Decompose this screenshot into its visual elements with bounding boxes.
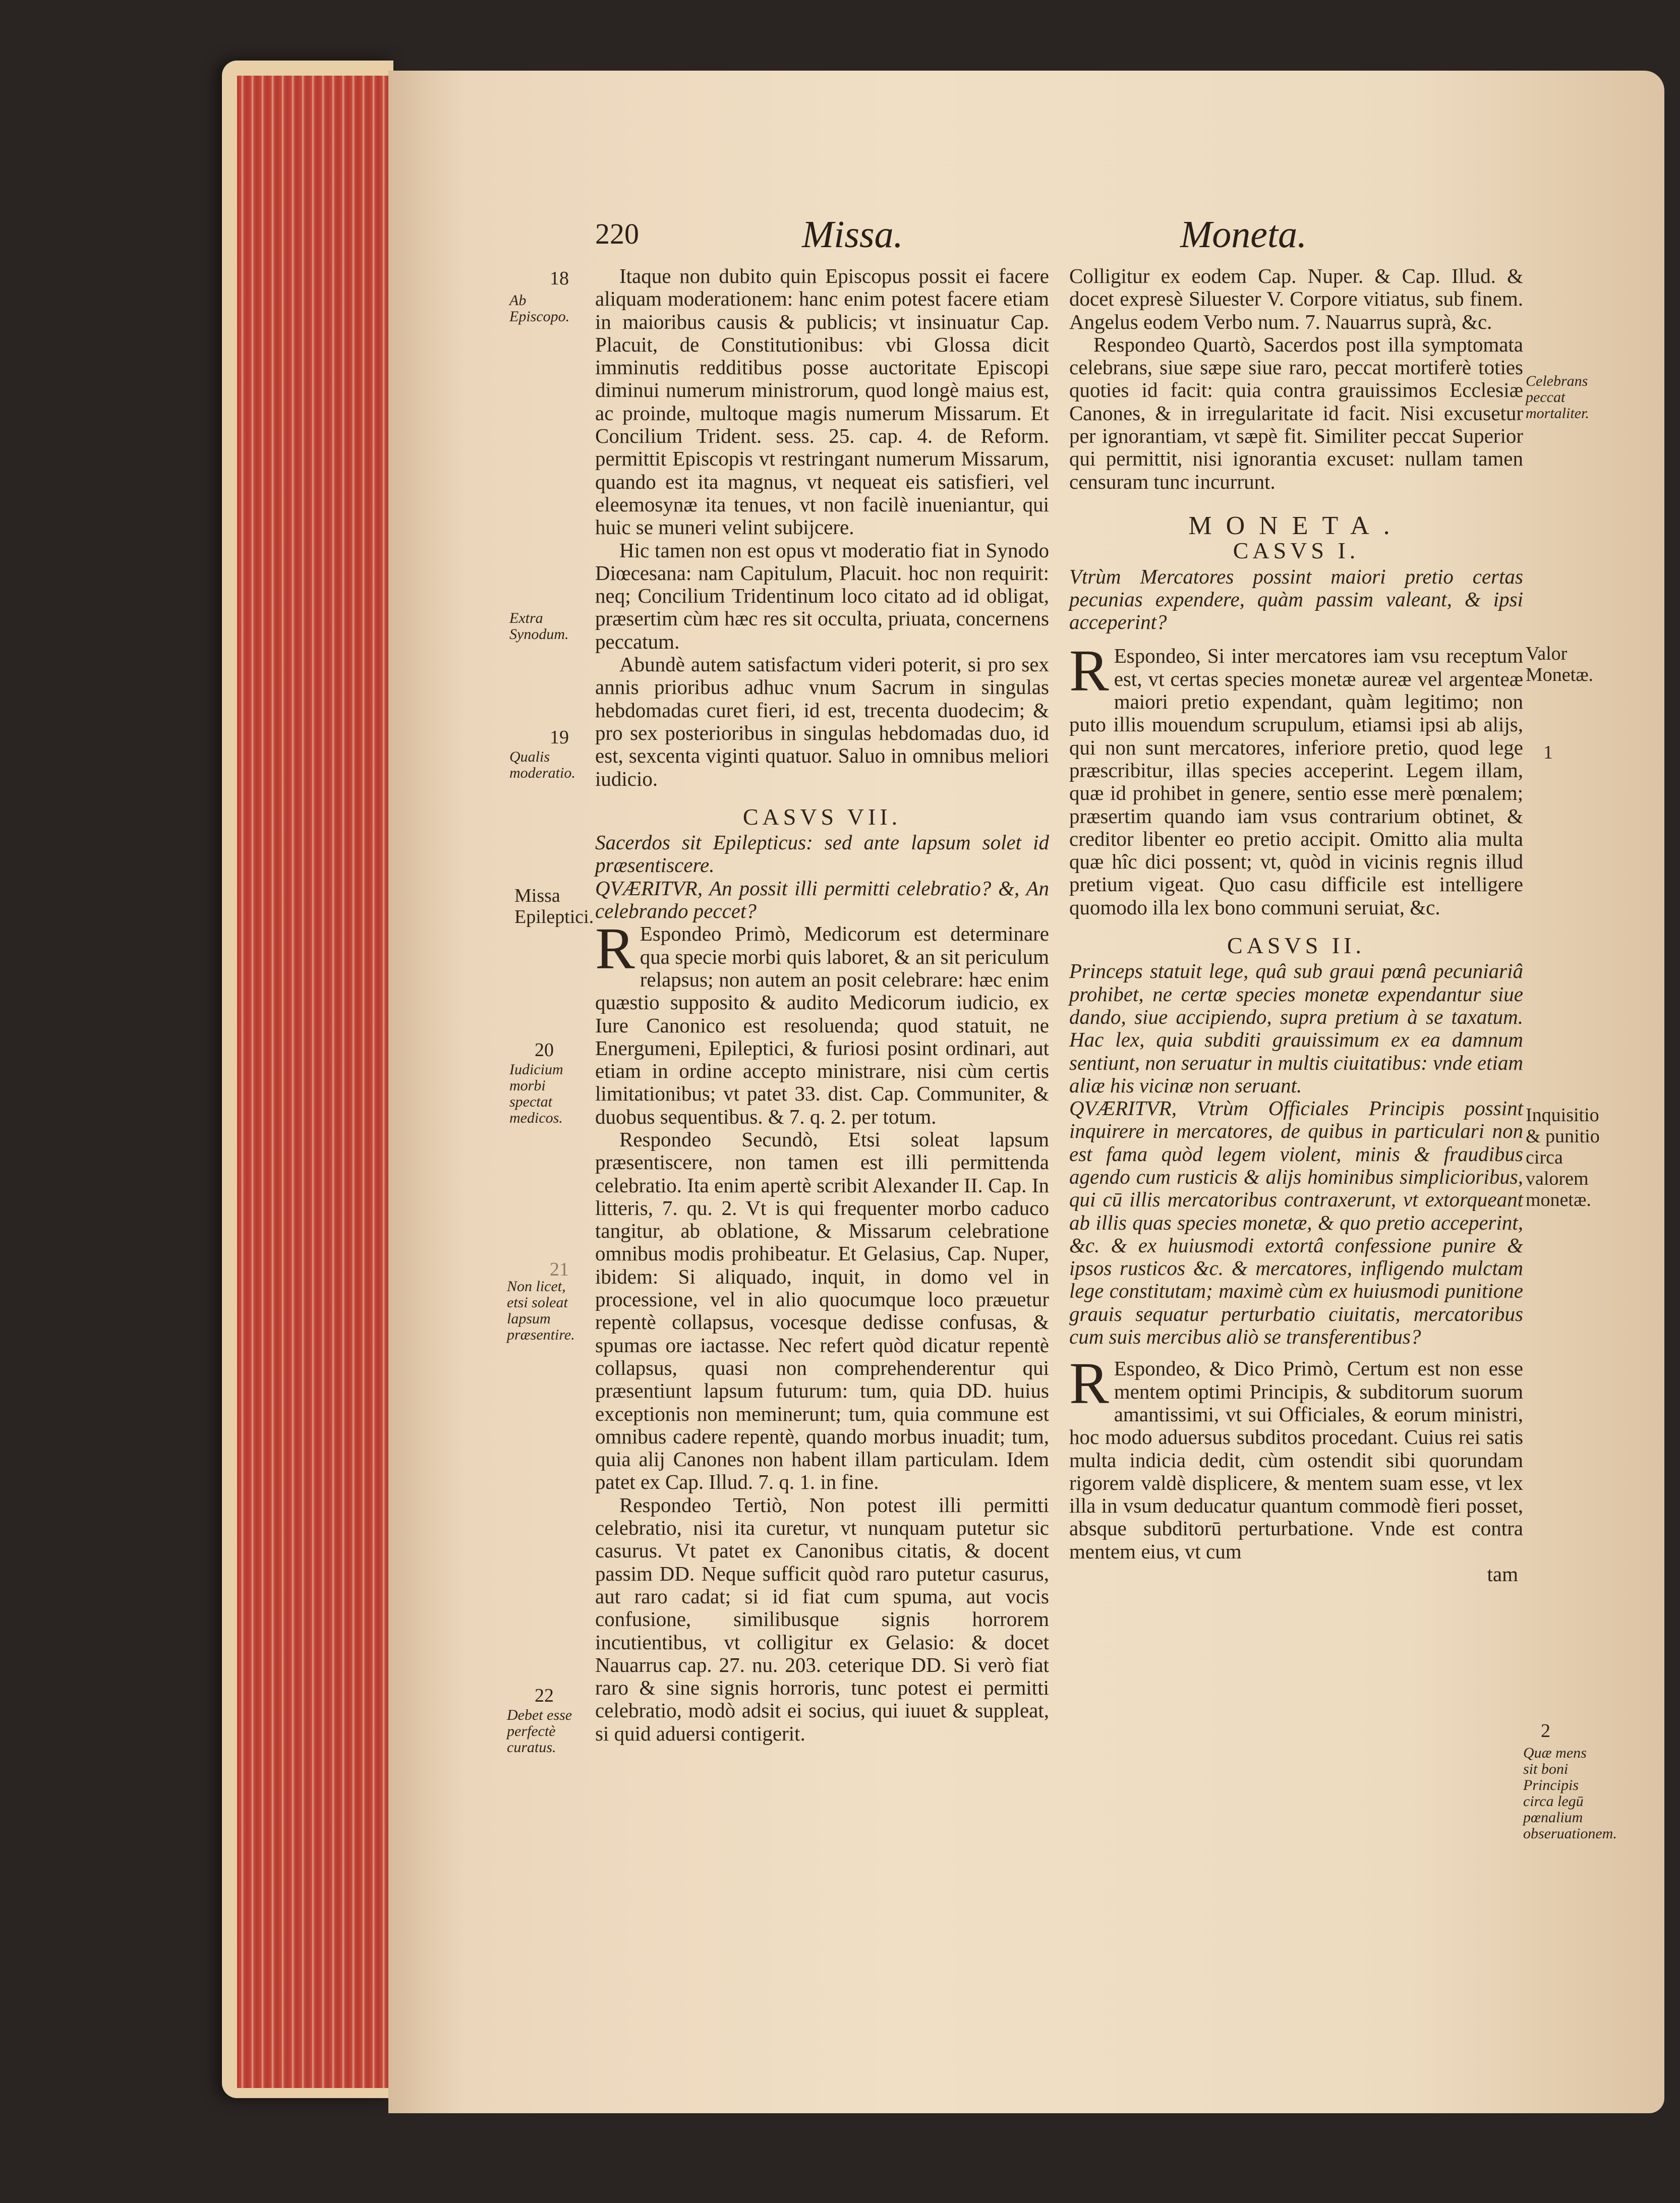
margin-note-19: Qualis moderatio. bbox=[509, 748, 575, 781]
margin-number-1: 1 bbox=[1543, 742, 1553, 763]
margin-note-inquisitio: Inquisitio & punitio circa valorem monetæ. bbox=[1526, 1105, 1600, 1210]
margin-note-celebrans: Celebrans peccat mortaliter. bbox=[1526, 373, 1589, 422]
casus-i-heading: CASVS I. bbox=[1233, 538, 1360, 564]
drop-cap-right-1: R bbox=[1069, 637, 1109, 704]
casus-ii-question: Princeps statuit lege, quâ sub graui pœnâ pecuniariâ prohibet, ne certæ species monetæ expendantur siue dando, siue accipiendo, supra pretium à se taxatum. Hac lex, quia subditi grauissimum ex ea damnum sentiunt, non seruatur in multis ciuitatibus: vnde etiam aliæ his vicinæ non seruant. bbox=[1069, 959, 1523, 1097]
margin-note-20: Iudicium morbi spectat medicos. bbox=[509, 1061, 563, 1126]
left-response-2: Respondeo Secundò, Etsi soleat lapsum præsentiscere, non tamen est illi permittenda celebratio. Ita enim apertè scribit Alexander II. Cap. In litteris, 7. qu. 2. Vt is qui frequenter morbo caduco tangitur, ab oblatione, & Missarum celebratione omnibus modis prohibeatur. Et Gelasius, Cap. Nuper, ibidem: Si aliquado, inquit, in domo vel in processione, vel in alio quocumque loco præuetur repentè collapsus, vocesque dedisse confusas, & spumas ore iactasse. Nec refert quòd dicatur repentè collapsus, quasi non comprehenderentur qui præsentiunt lapsum futurum: tum, quia DD. huius exceptionis non meminerunt; tum, quia commune est omnibus cadere repentè, quando morbus inuadit; tum, quia alij Canones non habent illam particulam. Idem patet ex Cap. Illud. 7. q. 1. in fine. bbox=[595, 1127, 1049, 1494]
margin-note-22: Debet esse perfectè curatus. bbox=[507, 1707, 572, 1756]
drop-cap-right-2: R bbox=[1069, 1350, 1109, 1417]
margin-note-valor-monetae: Valor Monetæ. bbox=[1526, 643, 1594, 685]
margin-note-18: Ab Episcopo. bbox=[509, 292, 570, 325]
casus-vii-question: Sacerdos sit Epilepticus: sed ante lapsum solet id præsentiscere. bbox=[595, 831, 1049, 877]
margin-number-2: 2 bbox=[1541, 1720, 1550, 1742]
margin-number-18: 18 bbox=[550, 268, 569, 289]
margin-number-21: 21 bbox=[550, 1259, 569, 1280]
moneta-heading: MONETA. bbox=[1188, 511, 1404, 540]
left-column bbox=[595, 265, 1049, 1745]
left-paragraph-3: Abundè autem satisfactum videri poterit, si pro sex annis prioribus adhuc vnum Sacrum in singulas hebdomadas curet fieri, id est, trecenta duodecim; & pro sex posterioribus in singulas hebdomadas duo, id est, sexcenta viginti quatuor. Saluo in omnibus meliori iudicio. bbox=[595, 653, 1049, 790]
margin-note-quae-mens: Quæ mens sit boni Principis circa legū pœnalium obseruationem. bbox=[1523, 1745, 1617, 1842]
margin-number-22: 22 bbox=[535, 1685, 554, 1706]
left-paragraph-1: Itaque non dubito quin Episcopus possit ei facere aliquam moderationem: hanc enim potest facere etiam in maioribus causis & publicis; vt insinuatur Cap. Placuit, de Constitutionibus: vbi Glossa dicit imminutis redditibus posse auctoritate Episcopi diminui numerum ministrorum, quod longè maius est, ac proinde, multoque magis numerum Missarum. Et Concilium Trident. sess. 25. cap. 4. de Reform. permittit Episcopis vt restringant numerum Missarum, quando est ita magnus, vt nequeat eis satisfieri, vel eleemosynæ ita tenues, vt non facilè inueniantur, qui huic se muneri velint subijcere. bbox=[595, 264, 1049, 539]
margin-note-21: Non licet, etsi soleat lapsum præsentire. bbox=[507, 1278, 575, 1343]
casus-i-question: Vtrùm Mercatores possint maiori pretio certas pecunias expendere, quàm passim valeant, & ipsi acceperint? bbox=[1069, 564, 1523, 634]
left-response-1 bbox=[595, 915, 1049, 1128]
right-column bbox=[1069, 265, 1523, 1586]
right-response-2-text: Espondeo, & Dico Primò, Certum est non esse mentem optimi Principis, & subditorum suorum amantissimi, vt sui Officiales, & eorum ministri, hoc modo aduersus subditos procedant. Cuius rei satis multa indicia dedit, cùm ostendit sibi quorundam rigorem valdè displicere, & mentem suam esse, vt lex illa in vsum deducatur quantum commodè fieri posset, absque subditorū perturbatione. Vnde est contra mentem eius, vt cum bbox=[1069, 1357, 1523, 1563]
running-title-right: Moneta. bbox=[1180, 213, 1307, 256]
drop-cap-left: R bbox=[595, 915, 635, 982]
page-number: 220 bbox=[595, 217, 639, 250]
right-paragraph-2: Respondeo Quartò, Sacerdos post illa symptomata celebrans, siue sæpe siue raro, peccat mortiferè toties quoties id facit: quia contra grauissimos Ecclesiæ Canones, & in irregularitate id facit. Nisi excusetur per ignorantiam, vt sæpè fit. Similiter peccat Superior qui permittit, nisi ignorantia excuset: nullam tamen censuram tunc incurrunt. bbox=[1069, 332, 1523, 493]
quaeritur-vii: QVÆRITVR, An possit illi permitti celebratio? &, An celebrando peccet? bbox=[595, 876, 1049, 923]
margin-number-19: 19 bbox=[550, 727, 569, 748]
left-response-1-text: Espondeo Primò, Medicorum est determinare qua specie morbi quis laboret, & an sit periculum relapsus; non autem an posit celebrare: hæc enim quæstio supposito & audito Medicorum iudicio, ex Iure Canonico est resoluenda; quod statuit, ne Energumeni, Epileptici, & furiosi posint ordinari, aut etiam in ordine accepto ministrare, nisi cùm certis limitationibus; vt patet 33. dist. Cap. Communiter, & duobus sequentibus. & 7. q. 2. per totum. bbox=[595, 922, 1049, 1128]
left-paragraph-2: Hic tamen non est opus vt moderatio fiat in Synodo Diœcesana: nam Capitulum, Placuit. hoc non requirit: neq; Concilium Tridentinum loco citato ad id obligat, præsertim cùm hæc res sit occulta, priuata, concernens peccatum. bbox=[595, 538, 1049, 653]
casus-vii-heading: CASVS VII. bbox=[742, 803, 902, 830]
margin-number-20: 20 bbox=[535, 1039, 554, 1061]
right-paragraph-1: Colligitur ex eodem Cap. Nuper. & Cap. Illud. & docet expresè Siluester V. Corpore vitiatus, sub finem. Angelus eodem Verbo num. 7. Nauarrus suprà, &c. bbox=[1069, 264, 1523, 333]
right-response-1-text: Espondeo, Si inter mercatores iam vsu receptum est, vt certas species monetæ aureæ vel argenteæ maiori pretio expendant, quàm legitimo; non puto illis mouendum scrupulum, etiamsi ipsi ab alijs, qui non sunt mercatores, inferiore pretio, quod lege præscribitur, illas species acceperint. Legem illam, quæ id prohibet in genere, sentio esse merè pœnalem; præsertim quando iam vsus contrarium obtinet, & creditor libenter eo pretio accipit. Omitto alia multa quæ hîc dici possent; vt, quòd in vicinis regnis illud pretium vigeat. Quo casu difficile est intelligere quomodo illa lex bono communi seruiat, &c. bbox=[1069, 644, 1523, 919]
right-response-1 bbox=[1069, 637, 1523, 919]
catchword: tam bbox=[1487, 1562, 1518, 1586]
running-title-left: Missa. bbox=[802, 213, 903, 256]
left-response-3: Respondeo Tertiò, Non potest illi permitti celebratio, nisi ita curetur, vt nunquam putetur sic casurus. Vt patet ex Canonibus citatis, & docent passim DD. Neque sufficit quòd raro putetur casurus, aut raro cadat; si id fiat cum spuma, aut vocis confusione, similibusque signis horrorem incutientibus, vt colligitur ex Gelasio: & docet Nauarrus cap. 27. nu. 203. ceterique DD. Si verò fiat raro & sine signis horroris, tunc potest ei permitti celebratio, modò adsit ei socius, qui iuuet & suppleat, si quid aduersi contigerit. bbox=[595, 1493, 1049, 1745]
margin-note-missa-epileptici: Missa Epileptici. bbox=[514, 885, 594, 927]
running-head bbox=[595, 213, 1513, 262]
casus-ii-heading: CASVS II. bbox=[1227, 933, 1365, 959]
margin-note-extra-synodum: Extra Synodum. bbox=[509, 610, 569, 643]
right-response-2 bbox=[1069, 1350, 1523, 1563]
red-page-edges bbox=[237, 76, 388, 2088]
quaeritur-ii: QVÆRITVR, Vtrùm Officiales Principis possint inquirere in mercatores, de quibus in particulari non est fama quòd legem violent, minis & fraudibus agendo cum rusticis & alijs hominibus simplicioribus, qui cū illis mercatoribus contraxerunt, vt extorqueant ab illis quas species monetæ, & quo pretio acceperint, &c. & ex huiusmodi extortâ confessione punire & ipsos rusticos &c. & mercatores, infligendo mulctam lege constitutam; maximè cùm ex huiusmodi punitione grauis sequatur perturbatio ciuitatis, mercatoribus cum suis mercibus aliò se transferentibus? bbox=[1069, 1096, 1523, 1349]
